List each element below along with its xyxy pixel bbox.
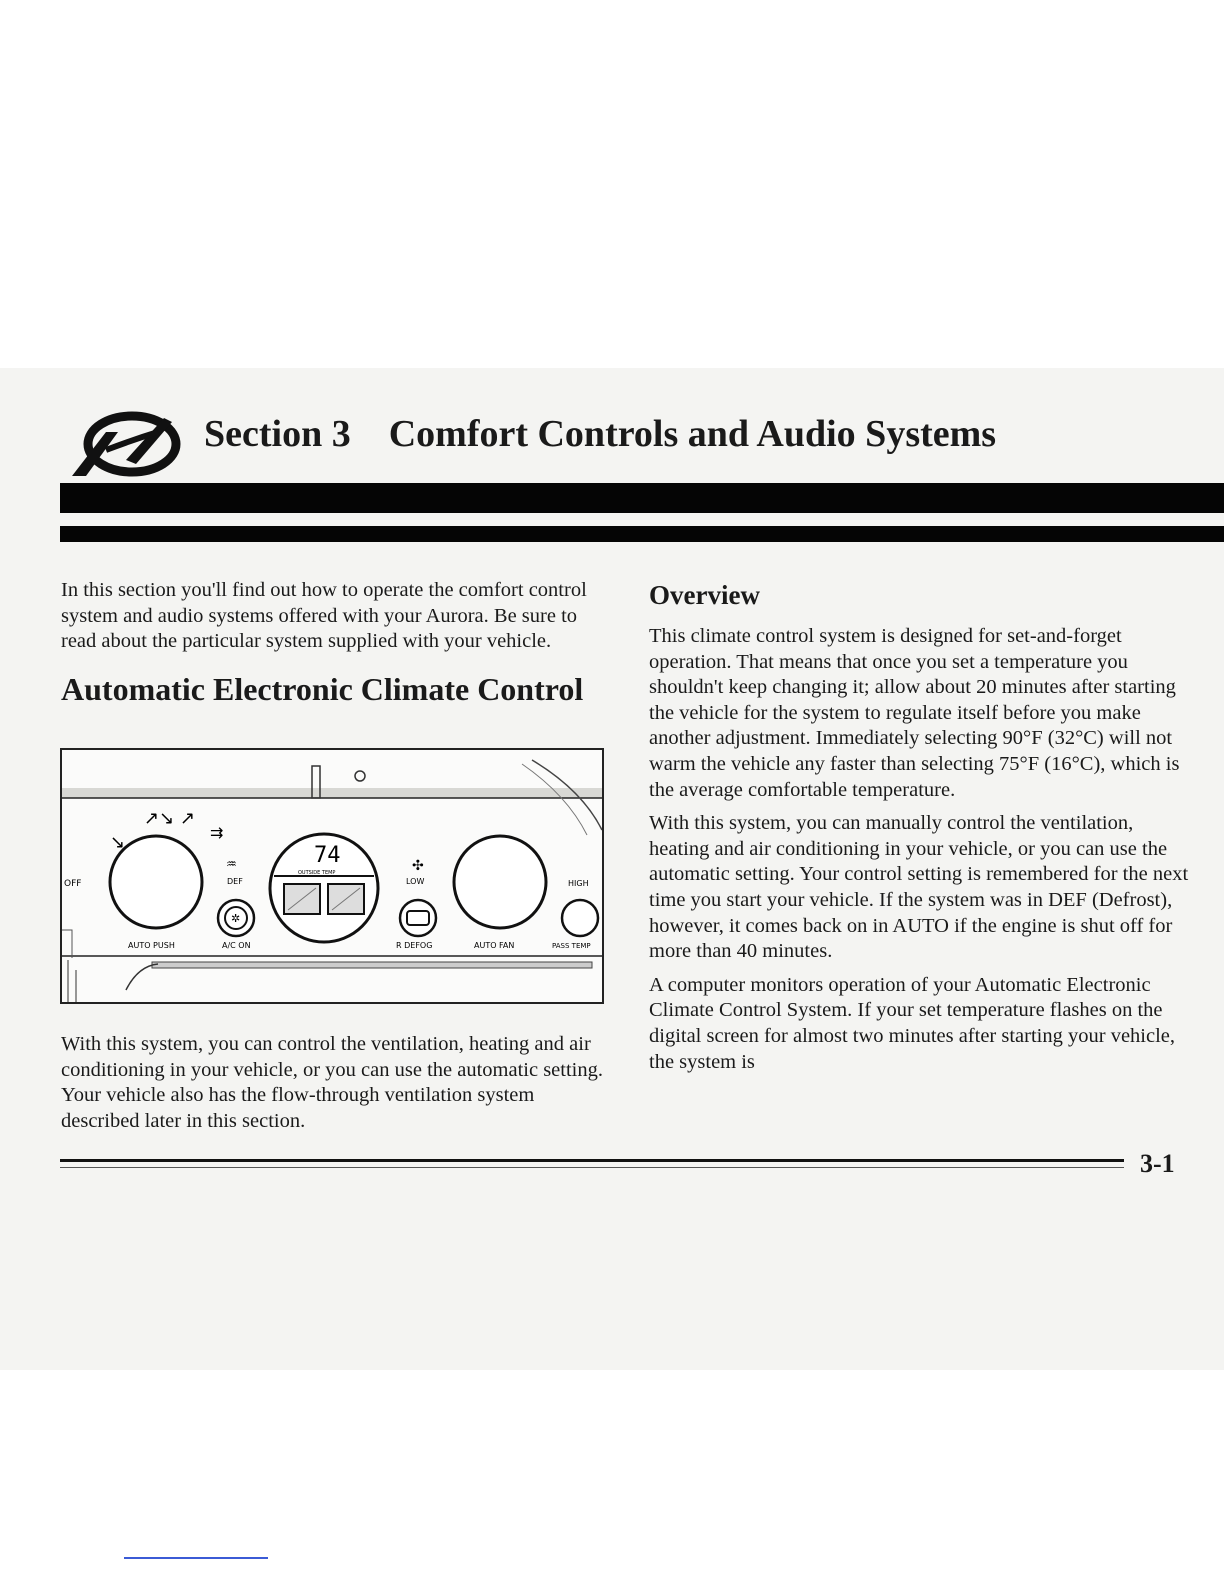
- outside-temp-label: OUTSIDE TEMP: [298, 870, 336, 876]
- system-description-paragraph: With this system, you can control the ventilation, heating and air conditioning in your vehicle, or you can use the automatic setting. Your vehicle also has the flow-through ventilation system described later in this section.: [61, 1033, 603, 1132]
- bottom-link-underline[interactable]: [124, 1557, 268, 1559]
- auto-fan-label: AUTO FAN: [474, 941, 515, 950]
- overview-heading: Overview: [649, 580, 760, 610]
- overview-paragraph-2: With this system, you can manually control the ventilation, heating and air conditioning in your vehicle, or you can use the automatic setting. Your control setting is remembered for the next time you start your vehicle. If the system was in DEF (Defrost), however, it comes back on in AUTO if the engine is shut off for more than 40 minutes.: [649, 812, 1189, 963]
- left-caption: [61, 1032, 611, 1134]
- climate-control-heading: Automatic Electronic Climate Control: [61, 670, 584, 707]
- climate-control-panel-illustration: [60, 748, 604, 1004]
- ac-on-label: A/C ON: [222, 941, 251, 950]
- mode-vent-icon: ↗: [180, 808, 196, 829]
- r-defog-label: R DEFOG: [396, 941, 433, 950]
- pass-temp-label: PASS TEMP: [552, 942, 591, 950]
- footer-rule: [60, 1159, 1124, 1162]
- temperature-knob: [110, 836, 202, 928]
- left-column: [61, 578, 611, 709]
- oldsmobile-logo-icon: [66, 410, 184, 480]
- fan-icon: ✣: [412, 858, 424, 874]
- section-heading: Comfort Controls and Audio Systems: [388, 413, 997, 455]
- rear-defog-button: [400, 900, 436, 936]
- mode-blend-icon: ⇉: [210, 823, 224, 842]
- section-label: Section 3: [204, 413, 351, 455]
- temperature-display: 74: [314, 843, 341, 868]
- overview-paragraph-3: A computer monitors operation of your Automatic Electronic Climate Control System. If your set temperature flashes on the digital screen for almost two minutes after starting your vehicle, the system is: [649, 973, 1176, 1073]
- overview-paragraph-1: This climate control system is designed for set-and-forget operation. That means that once you set a temperature you shouldn't keep changing it; allow about 20 minutes after starting the vehicle for the system to regulate itself before you make another adjustment. Immediately selecting 90°F (32°C) will not warm the vehicle any faster than selecting 75°F (16°C), which is the average comfortable temperature.: [649, 625, 1180, 801]
- intro-paragraph: In this section you'll find out how to operate the comfort control system and audio systems offered with your Aurora. Be sure to read about the particular system supplied with your vehicle.: [61, 579, 587, 653]
- section-title: [204, 412, 996, 472]
- page-number: 3-1: [1140, 1149, 1175, 1178]
- header-rule-thin: [60, 526, 1224, 542]
- off-label: OFF: [64, 879, 82, 889]
- panel-top-trim: [62, 788, 602, 798]
- defrost-icon: ♒: [226, 857, 237, 871]
- snowflake-icon: ✲: [231, 912, 241, 925]
- sensor-icon: [355, 771, 365, 781]
- high-label: HIGH: [568, 879, 589, 888]
- mode-bilevel-icon: ↗↘: [144, 808, 175, 829]
- right-column: [649, 578, 1194, 1075]
- footer-rule-thin: [60, 1167, 1124, 1168]
- control-panel-drawing: [62, 750, 602, 1002]
- auto-push-label: AUTO PUSH: [128, 941, 175, 950]
- header-rule-thick: [60, 483, 1224, 513]
- pass-temp-button: [562, 900, 598, 936]
- mode-floor-icon: ↘: [110, 832, 126, 853]
- low-label: LOW: [406, 877, 425, 886]
- def-label: DEF: [227, 877, 243, 886]
- fan-knob: [454, 836, 546, 928]
